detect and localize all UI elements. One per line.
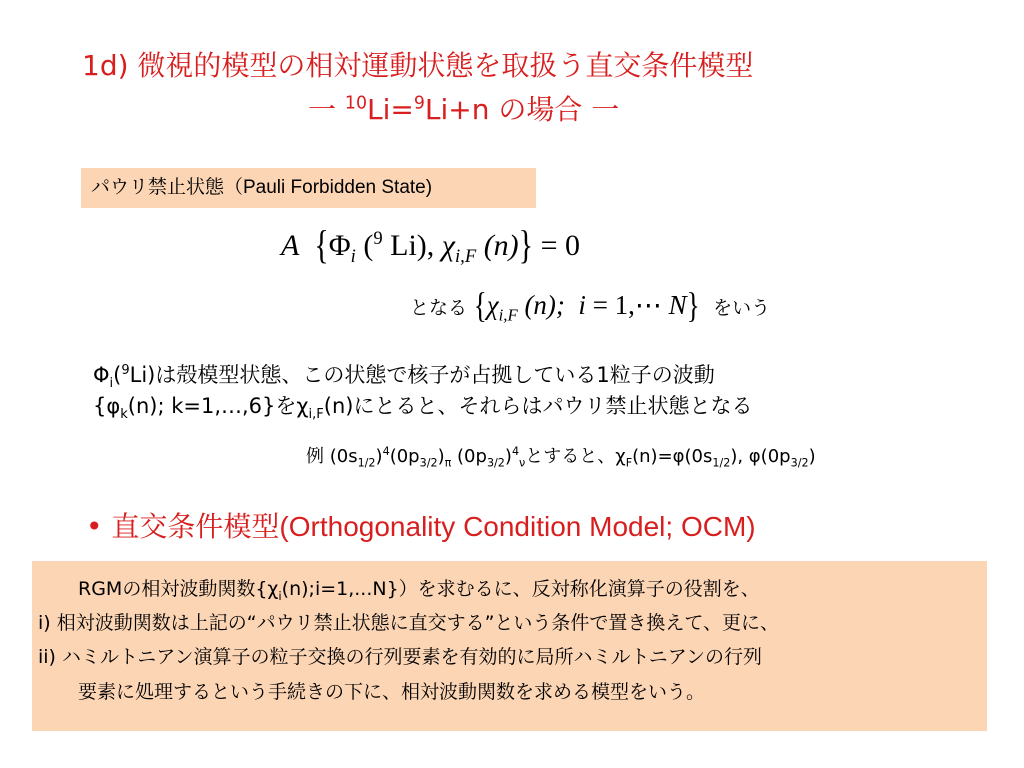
ocm-heading: • 直交条件模型(Orthogonality Condition Model; OCM) [86, 510, 756, 543]
bullet-icon: • [86, 510, 103, 543]
pauli-tag-label: パウリ禁止状態（Pauli Forbidden State) [91, 177, 433, 198]
pauli-equation: A {$\Phi_i$ ($^9$ Li), $\chi_{i,F}$ (n)} = 0 [281, 223, 580, 268]
slide-title: 1d) 微視的模型の相対運動状態を取扱う直交条件模型 [82, 49, 754, 82]
forbidden-state-set: となる {$\chi_{i,F}$ (n); i = 1,⋯ N} をいう [410, 284, 771, 326]
ocm-line-4: 要素に処理するという手続きの下に、相対波動関数を求める模型をいう。 [78, 681, 706, 703]
ocm-line-2: i) 相対波動関数は上記の“パウリ禁止状態に直交する”という条件で置き換えて、更に、 [38, 612, 780, 634]
example-text: 例 $(0s_{1/2})^4(0p_{3/2})_\pi$ $(0p_{3/2})^4_\nu$とすると、$\chi_F(n)=\varphi(0s_{1/2})$, $\varphi(0p_{3/2})$ [306, 445, 816, 470]
slide-subtitle: 一 $^{10}$Li=$^9$Li+n の場合 一 [308, 93, 620, 126]
ocm-line-1: RGMの相対波動関数$\{\chi_i(n);i=1,...N\}$）を求むるに、反対称化演算子の役割を、 [78, 578, 760, 603]
forbidden-state-text: {$\varphi_k(n)$; k=1,…,6}を$\chi_{i,F}(n)$にとると、それらはパウリ禁止状態となる [93, 394, 753, 423]
ocm-line-3: ii) ハミルトニアン演算子の粒子交換の行列要素を有効的に局所ハミルトニアンの行列 [38, 646, 762, 668]
shell-model-text: $\Phi_i(^9Li)$は殻模型状態、この状態で核子が占拠している1粒子の波動 [93, 363, 715, 392]
